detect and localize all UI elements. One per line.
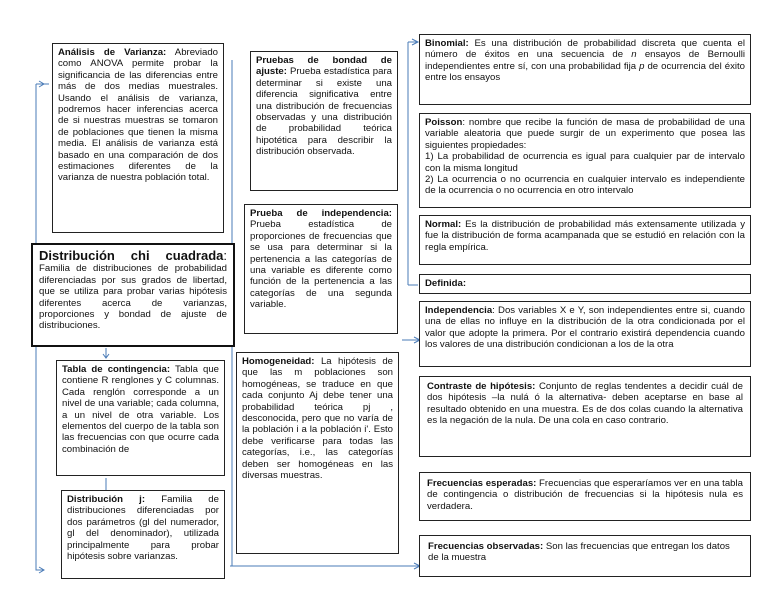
anova-box <box>52 43 224 233</box>
binomial-title: Binomial: <box>425 38 469 49</box>
independence-test-title: Prueba de independencia: <box>250 208 392 219</box>
chi-square-title: Distribución chi cuadrada <box>39 248 224 263</box>
poisson-title: Poisson <box>425 117 463 128</box>
normal-title: Normal: <box>425 219 462 230</box>
goodness-of-fit-title: Pruebas de bondad de ajuste: <box>256 55 392 78</box>
independence-box <box>419 301 751 367</box>
goodness-of-fit-text: Prueba estadística para determinar si existe una diferencia significativa entre una distribución de frecuencias observadas y una distribución de probabilidad teórica hipotética para describir la distribución observada. <box>256 66 392 158</box>
homogeneity-title: Homogeneidad: <box>242 356 315 367</box>
chi-square-text: Familia de distribuciones de probabilidad diferenciadas por sus grados de libertad, que se utiliza para probar varias hipótesis diferentes acerca de varianzas, proporciones y bondad de ajuste de distribuciones. <box>39 263 227 332</box>
distribution-j-box <box>61 490 225 579</box>
anova-title: Análisis de Varianza: <box>58 47 167 58</box>
homogeneity-box <box>236 352 399 554</box>
observed-frequencies-box <box>419 535 751 577</box>
contingency-text: Tabla que contiene R renglones y C columnas. Cada renglón corresponde a un nivel de una variable; cada columna, a un nivel de otra variable. Los elementos del cuerpo de la tabla son las frecuencias con que ocurre cada combinación de <box>62 364 219 455</box>
independence-test-box <box>244 204 398 334</box>
poisson-text: : nombre que recibe la función de masa de probabilidad de una variable aleatoria que puede surgir de un experimento que posea las siguientes propiedades: <box>425 117 745 151</box>
hypothesis-test-text: Conjunto de reglas tendentes a decidir cuál de dos hipótesis –la nulá ó la alternativa- deben aceptarse en base al resultado obtenido en una muestra. Es de dos colas cuando la alternativa es la negación de la nula. De una cola en caso contrario. <box>427 381 743 427</box>
contingency-table-box <box>56 360 225 476</box>
binomial-n: n <box>631 49 637 61</box>
defined-box <box>419 274 751 294</box>
distribution-j-text: Familia de distribuciones diferenciadas por dos parámetros (gl del numerador, gl del denominador), utilizada principalmente para probar hipótesis sobre varianzas. <box>67 494 219 563</box>
binomial-box <box>419 34 751 105</box>
expected-frequencies-text: Frecuencias que esperaríamos ver en una tabla de contingencia o distribución de frecuencias si la hipótesis nula es verdadera. <box>427 478 743 512</box>
distribution-j-title: Distribución j: <box>67 494 146 505</box>
independence-text: : Dos variables X e Y, son independientes entre si, cuando una de ellas no influye en la distribución de la otra condicionada por el valor que adopte la primera. Por el contrario existirá dependencia cuando los valores de una distribución condicionan a los de la otra <box>425 305 745 351</box>
contingency-title: Tabla de contingencia: <box>62 364 171 375</box>
binomial-p: p <box>639 60 645 72</box>
binomial-text-b: ensayos de Bernoulli independientes entre sí, con una probabilidad fija <box>425 49 745 72</box>
anova-text: Abreviado como ANOVA permite probar la significancia de las diferencias entre más de dos medias muestrales. Usando el análisis de varianza, podremos hacer inferencias acerca de si nuestras muestras se tomaron de poblaciones que tienen la misma media. El análisis de varianza está basado en una comparación de dos estimaciones diferentes de la varianza de nuestra población total. <box>58 47 218 184</box>
binomial-text-a: Es una distribución de probabilidad discreta que cuenta el número de éxitos en una secuencia de <box>425 38 745 61</box>
expected-frequencies-title: Frecuencias esperadas: <box>427 478 537 489</box>
hypothesis-test-title: Contraste de hipótesis: <box>427 381 536 392</box>
expected-frequencies-box <box>419 472 751 521</box>
poisson-item-1: 1) La probabilidad de ocurrencia es igual para cualquier par de intervalo con la misma longitud <box>425 151 745 174</box>
goodness-of-fit-box <box>250 51 398 191</box>
observed-frequencies-title: Frecuencias observadas: <box>428 541 544 552</box>
independence-title: Independencia <box>425 305 493 316</box>
observed-frequencies-text: Son las frecuencias que entregan los datos de la muestra <box>428 541 730 564</box>
defined-title: Definida: <box>425 278 467 289</box>
binomial-text-c: de ocurrencia del éxito entre los ensayos <box>425 60 745 84</box>
hypothesis-test-box <box>419 376 751 457</box>
poisson-item-2: 2) La ocurrencia o no ocurrencia en cualquier intervalo es independiente de la ocurrencia o no ocurrencia en otro intervalo <box>425 174 745 197</box>
chi-square-box <box>31 243 235 347</box>
normal-box <box>419 215 751 265</box>
poisson-box <box>419 113 751 208</box>
normal-text: Es la distribución de probabilidad más extensamente utilizada y fue la distribución de forma acampanada que se estudió en relación con la regla empírica. <box>425 219 745 253</box>
chi-square-colon: : <box>223 248 227 263</box>
independence-test-text: Prueba estadística de proporciones de frecuencias que se usa para determinar si la pertenencia a las categorías de una variable es diferente como función de la pertenencia a las categorías de una segunda variable. <box>250 219 392 311</box>
connector-left-down <box>36 345 44 570</box>
homogeneity-text: La hipótesis de que las m poblaciones son homogéneas, se traduce en que cada conjunto Aj debe tener una probabilidad teórica pj , desconocida, pero que no varía de la población i a la población i'. Esto debe verificarse para todas las categorías, i.e., las categorías deben ser homogéneas en las diversas muestras. <box>242 356 393 482</box>
